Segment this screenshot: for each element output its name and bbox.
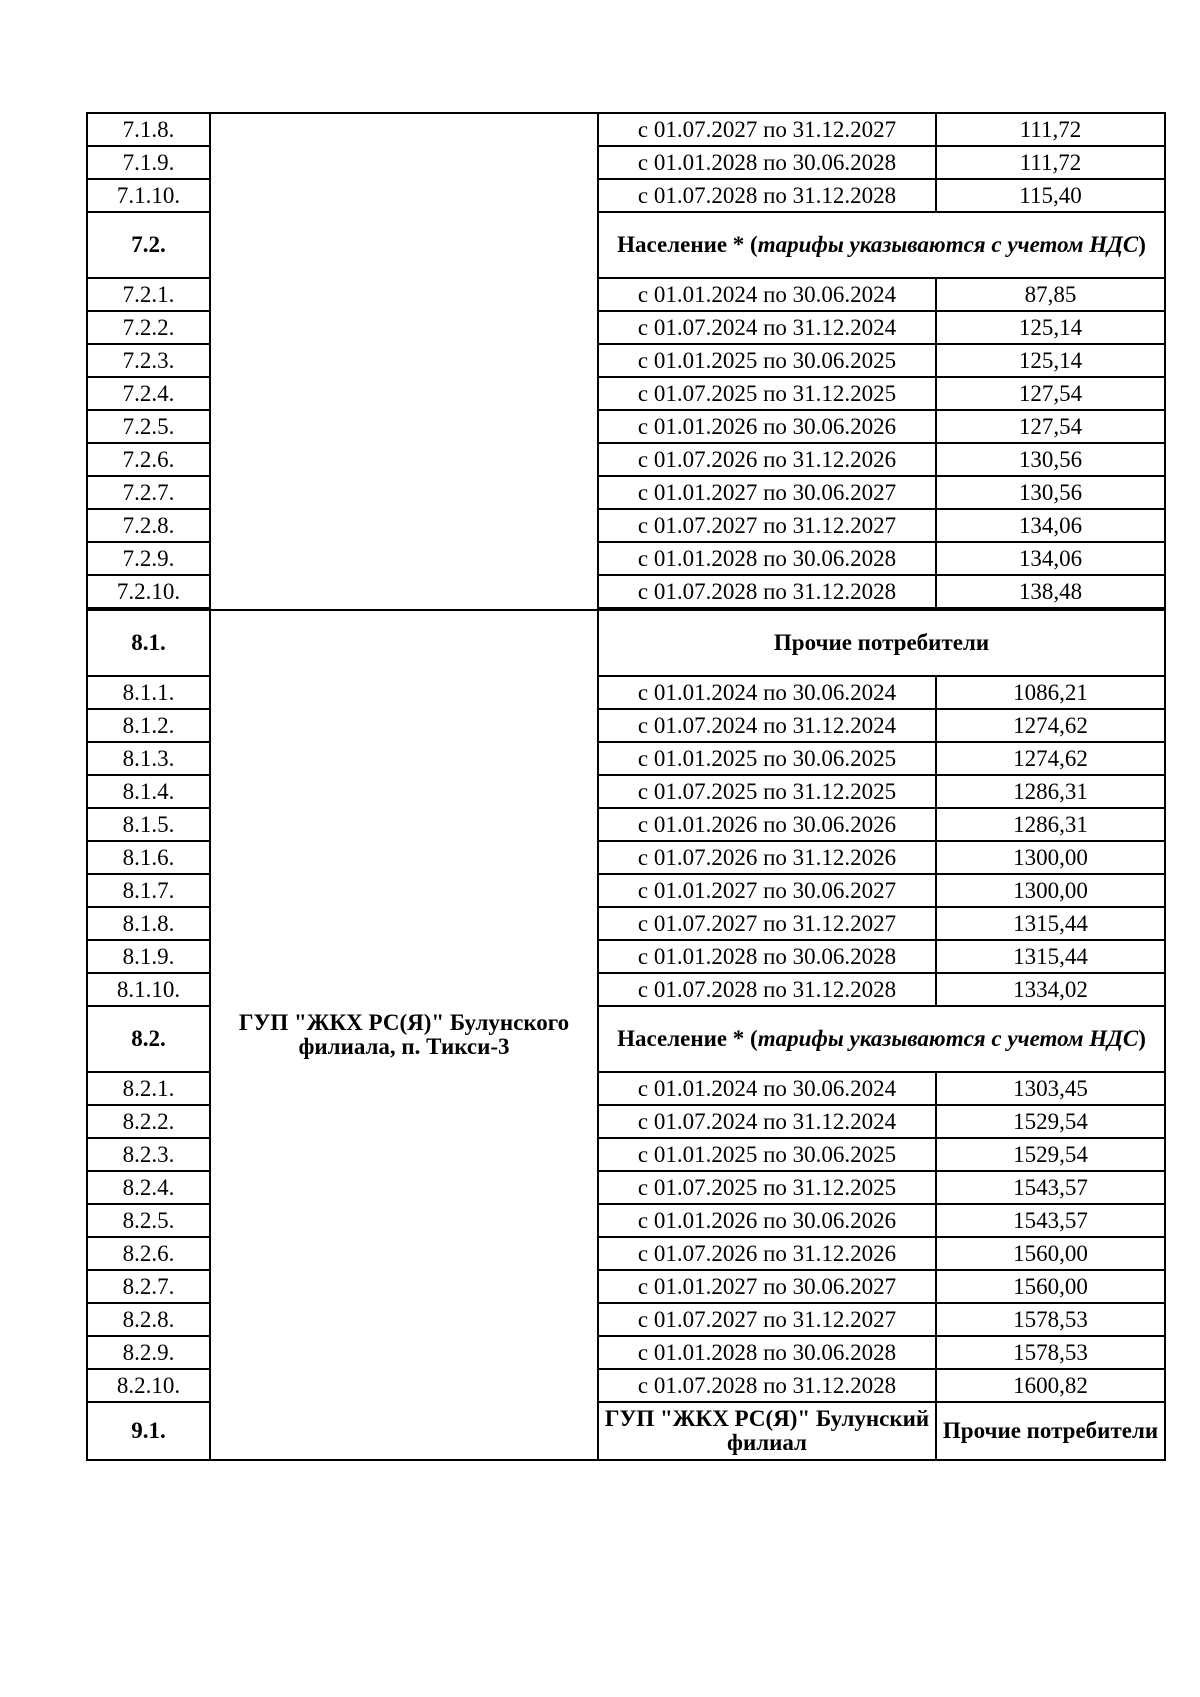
- tariff-value: 134,06: [936, 542, 1165, 575]
- row-number: 8.2.9.: [87, 1336, 210, 1369]
- tariff-value: 1529,54: [936, 1105, 1165, 1138]
- tariff-value: 115,40: [936, 179, 1165, 212]
- row-number: 8.1.4.: [87, 775, 210, 808]
- section-heading: Население * (тарифы указываются с учетом НДС): [598, 1006, 1165, 1072]
- period-cell: с 01.01.2027 по 30.06.2027: [598, 1270, 936, 1303]
- row-number: 7.2.4.: [87, 377, 210, 410]
- row-number: 7.2.2.: [87, 311, 210, 344]
- period-cell: с 01.07.2026 по 31.12.2026: [598, 1237, 936, 1270]
- tariff-value: 138,48: [936, 575, 1165, 608]
- row-number: 7.1.9.: [87, 146, 210, 179]
- row-number: 7.2.6.: [87, 443, 210, 476]
- tariff-value: 1529,54: [936, 1138, 1165, 1171]
- period-cell: с 01.07.2024 по 31.12.2024: [598, 311, 936, 344]
- period-cell: с 01.07.2027 по 31.12.2027: [598, 113, 936, 146]
- row-number: 8.1.7.: [87, 874, 210, 907]
- row-number: 8.1.6.: [87, 841, 210, 874]
- tariff-value: 1300,00: [936, 874, 1165, 907]
- period-cell: с 01.07.2027 по 31.12.2027: [598, 1303, 936, 1336]
- period-cell: с 01.07.2026 по 31.12.2026: [598, 443, 936, 476]
- tariff-value: 87,85: [936, 278, 1165, 311]
- row-number: 8.2.8.: [87, 1303, 210, 1336]
- row-number: 7.2.10.: [87, 575, 210, 608]
- period-cell: с 01.07.2024 по 31.12.2024: [598, 709, 936, 742]
- period-cell: с 01.01.2027 по 30.06.2027: [598, 874, 936, 907]
- period-cell: с 01.07.2025 по 31.12.2025: [598, 775, 936, 808]
- row-number: 8.2.4.: [87, 1171, 210, 1204]
- period-cell: с 01.01.2025 по 30.06.2025: [598, 344, 936, 377]
- tariff-value: 1315,44: [936, 940, 1165, 973]
- row-number: 8.2.10.: [87, 1369, 210, 1402]
- tariff-value: 1315,44: [936, 907, 1165, 940]
- tariff-value: 1274,62: [936, 742, 1165, 775]
- tariff-value: 1274,62: [936, 709, 1165, 742]
- row-number: 8.1.9.: [87, 940, 210, 973]
- period-cell: с 01.01.2026 по 30.06.2026: [598, 808, 936, 841]
- period-cell: с 01.01.2028 по 30.06.2028: [598, 146, 936, 179]
- period-cell: с 01.01.2026 по 30.06.2026: [598, 410, 936, 443]
- organization-cell: ГУП "ЖКХ РС(Я)" Булунский филиал: [598, 1402, 936, 1460]
- row-number: 8.2.2.: [87, 1105, 210, 1138]
- period-cell: с 01.07.2025 по 31.12.2025: [598, 1171, 936, 1204]
- tariff-table: [86, 112, 1166, 1461]
- period-cell: с 01.07.2028 по 31.12.2028: [598, 575, 936, 608]
- row-number: 8.2.1.: [87, 1072, 210, 1105]
- tariff-value: 111,72: [936, 146, 1165, 179]
- period-cell: с 01.07.2028 по 31.12.2028: [598, 179, 936, 212]
- row-number: 8.1.1.: [87, 676, 210, 709]
- period-cell: с 01.01.2028 по 30.06.2028: [598, 542, 936, 575]
- section-number: 8.2.: [87, 1006, 210, 1072]
- tariff-value: 111,72: [936, 113, 1165, 146]
- period-cell: с 01.01.2028 по 30.06.2028: [598, 940, 936, 973]
- row-number: 8.2.3.: [87, 1138, 210, 1171]
- period-cell: с 01.01.2026 по 30.06.2026: [598, 1204, 936, 1237]
- tariff-value: 1086,21: [936, 676, 1165, 709]
- tariff-value: 1560,00: [936, 1270, 1165, 1303]
- tariff-value: 130,56: [936, 476, 1165, 509]
- period-cell: с 01.01.2025 по 30.06.2025: [598, 1138, 936, 1171]
- row-number: 8.2.7.: [87, 1270, 210, 1303]
- row-number: 7.2.8.: [87, 509, 210, 542]
- tariff-value: 1286,31: [936, 808, 1165, 841]
- tariff-value: 1303,45: [936, 1072, 1165, 1105]
- row-number: 8.1.8.: [87, 907, 210, 940]
- period-cell: с 01.07.2027 по 31.12.2027: [598, 907, 936, 940]
- organization-cell-empty: [210, 113, 598, 610]
- period-cell: с 01.07.2027 по 31.12.2027: [598, 509, 936, 542]
- tariff-value: 1286,31: [936, 775, 1165, 808]
- row-number: 8.1.5.: [87, 808, 210, 841]
- tariff-value: 127,54: [936, 410, 1165, 443]
- section-number: 8.1.: [87, 610, 210, 676]
- section-heading: Прочие потребители: [936, 1402, 1165, 1460]
- period-cell: с 01.07.2024 по 31.12.2024: [598, 1105, 936, 1138]
- tariff-value: 125,14: [936, 311, 1165, 344]
- period-cell: с 01.01.2028 по 30.06.2028: [598, 1336, 936, 1369]
- tariff-value: 1543,57: [936, 1204, 1165, 1237]
- period-cell: с 01.07.2028 по 31.12.2028: [598, 973, 936, 1006]
- row-number: 7.1.10.: [87, 179, 210, 212]
- tariff-value: 1543,57: [936, 1171, 1165, 1204]
- tariff-value: 1560,00: [936, 1237, 1165, 1270]
- tariff-value: 127,54: [936, 377, 1165, 410]
- row-number: 7.2.3.: [87, 344, 210, 377]
- section-heading: Прочие потребители: [598, 610, 1165, 676]
- section-number: 7.2.: [87, 212, 210, 278]
- period-cell: с 01.01.2024 по 30.06.2024: [598, 1072, 936, 1105]
- period-cell: с 01.01.2024 по 30.06.2024: [598, 278, 936, 311]
- tariff-value: 134,06: [936, 509, 1165, 542]
- row-number: 7.2.1.: [87, 278, 210, 311]
- tariff-value: 1300,00: [936, 841, 1165, 874]
- tariff-value: 125,14: [936, 344, 1165, 377]
- period-cell: с 01.01.2025 по 30.06.2025: [598, 742, 936, 775]
- row-number: 7.2.5.: [87, 410, 210, 443]
- row-number: 8.1.2.: [87, 709, 210, 742]
- period-cell: с 01.07.2026 по 31.12.2026: [598, 841, 936, 874]
- period-cell: с 01.01.2024 по 30.06.2024: [598, 676, 936, 709]
- tariff-value: 1334,02: [936, 973, 1165, 1006]
- row-number: 8.2.5.: [87, 1204, 210, 1237]
- period-cell: с 01.07.2028 по 31.12.2028: [598, 1369, 936, 1402]
- period-cell: с 01.07.2025 по 31.12.2025: [598, 377, 936, 410]
- row-number: 7.2.9.: [87, 542, 210, 575]
- tariff-value: 1578,53: [936, 1303, 1165, 1336]
- tariff-value: 130,56: [936, 443, 1165, 476]
- row-number: 8.2.6.: [87, 1237, 210, 1270]
- table-row: [87, 113, 1165, 146]
- section-header-row: [87, 610, 1165, 676]
- period-cell: с 01.01.2027 по 30.06.2027: [598, 476, 936, 509]
- row-number: 8.1.3.: [87, 742, 210, 775]
- organization-cell: ГУП "ЖКХ РС(Я)" Булунского филиала, п. Тикси-3: [210, 610, 598, 1460]
- row-number: 7.1.8.: [87, 113, 210, 146]
- row-number: 8.1.10.: [87, 973, 210, 1006]
- section-heading: Население * (тарифы указываются с учетом НДС): [598, 212, 1165, 278]
- tariff-value: 1578,53: [936, 1336, 1165, 1369]
- tariff-value: 1600,82: [936, 1369, 1165, 1402]
- section-number: 9.1.: [87, 1402, 210, 1460]
- row-number: 7.2.7.: [87, 476, 210, 509]
